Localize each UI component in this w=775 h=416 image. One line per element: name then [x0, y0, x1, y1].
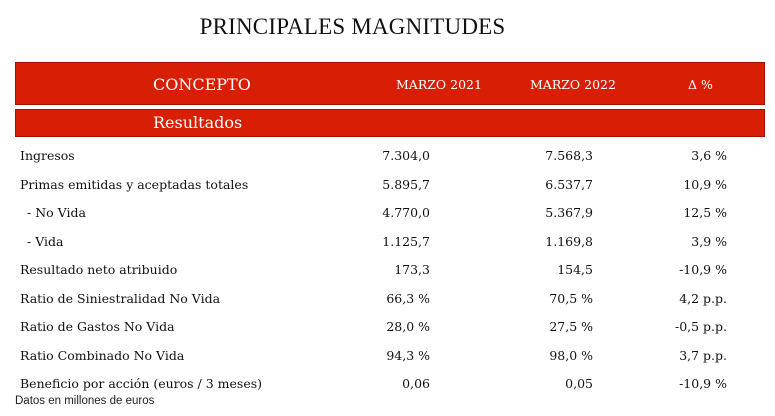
section-label: Resultados [153, 113, 243, 132]
header-concepto: CONCEPTO [153, 75, 251, 94]
row-delta: -10,9 % [679, 262, 727, 277]
row-concepto: Primas emitidas y aceptadas totales [20, 176, 249, 192]
row-marzo-2021: 173,3 [394, 262, 430, 277]
row-marzo-2022: 70,5 % [549, 290, 593, 306]
header-delta: Δ % [688, 77, 713, 92]
row-delta: 3,7 p.p. [679, 347, 727, 363]
table-row [15, 228, 765, 257]
row-delta: -10,9 % [679, 376, 727, 391]
table-header [15, 62, 765, 105]
row-delta: 3,6 % [691, 148, 727, 163]
row-marzo-2021: 1.125,7 [382, 233, 430, 249]
row-marzo-2022: 7.568,3 [545, 148, 593, 163]
row-delta: 12,5 % [683, 205, 727, 220]
section-header-resultados [15, 109, 765, 137]
row-concepto: Beneficio por acción (euros / 3 meses) [20, 376, 263, 391]
table-row [15, 142, 765, 171]
table-row [15, 171, 765, 200]
table-row [15, 285, 765, 314]
header-marzo-2022: MARZO 2022 [530, 77, 616, 92]
magnitudes-table [15, 62, 765, 399]
row-concepto: - No Vida [27, 205, 86, 220]
row-marzo-2022: 98,0 % [549, 347, 593, 363]
row-marzo-2022: 5.367,9 [545, 205, 593, 220]
row-concepto: Resultado neto atribuido [20, 262, 178, 277]
row-marzo-2022: 27,5 % [549, 319, 593, 334]
row-marzo-2021: 4.770,0 [382, 205, 430, 220]
row-marzo-2021: 28,0 % [386, 319, 430, 334]
row-delta: 3,9 % [691, 233, 727, 249]
row-concepto: Ratio Combinado No Vida [20, 347, 185, 363]
row-marzo-2022: 154,5 [557, 262, 593, 277]
row-concepto: Ratio de Siniestralidad No Vida [20, 290, 221, 306]
row-marzo-2022: 1.169,8 [545, 233, 593, 249]
table-row [15, 313, 765, 342]
table-row [15, 256, 765, 285]
row-marzo-2022: 6.537,7 [545, 176, 593, 192]
row-delta: -0,5 p.p. [674, 319, 727, 334]
row-marzo-2021: 0,06 [402, 376, 430, 391]
table-body [15, 142, 765, 399]
row-concepto: Ingresos [20, 148, 75, 163]
row-delta: 4,2 p.p. [679, 290, 727, 306]
row-concepto: - Vida [27, 233, 64, 249]
row-marzo-2021: 7.304,0 [382, 148, 430, 163]
row-delta: 10,9 % [683, 176, 727, 192]
row-marzo-2021: 5.895,7 [382, 176, 430, 192]
row-marzo-2022: 0,05 [565, 376, 593, 391]
row-marzo-2021: 66,3 % [386, 290, 430, 306]
row-concepto: Ratio de Gastos No Vida [20, 319, 175, 334]
row-marzo-2021: 94,3 % [386, 347, 430, 363]
page-title: PRINCIPALES MAGNITUDES [199, 14, 506, 39]
table-row [15, 342, 765, 371]
footnote: Datos en millones de euros [15, 395, 155, 407]
table-row [15, 199, 765, 228]
header-marzo-2021: MARZO 2021 [396, 77, 482, 92]
